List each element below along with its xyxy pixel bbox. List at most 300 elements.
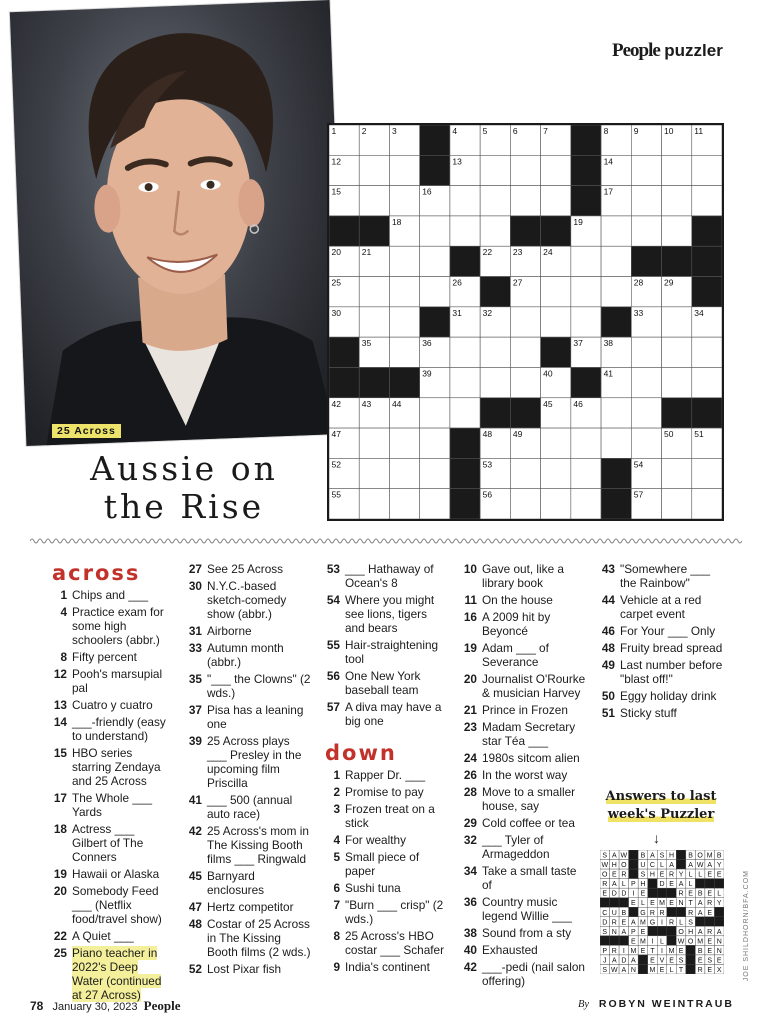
clue-text: "___ the Clowns" (2 wds.) [207, 672, 311, 700]
grid-cell[interactable] [389, 489, 419, 519]
answer-letter: C [649, 862, 655, 870]
grid-cell[interactable] [662, 458, 692, 488]
clue-text: ___-pedi (nail salon offering) [482, 960, 585, 988]
answer-letter: A [697, 900, 703, 908]
clue-text: HBO series starring Zendaya and 25 Across [72, 746, 161, 788]
grid-cell-black [692, 277, 722, 307]
answer-letter: X [716, 967, 722, 974]
answer-letter: E [640, 947, 646, 955]
clue-number: 25 [53, 946, 67, 960]
clue-number: 42 [188, 824, 202, 838]
answer-letter: N [678, 900, 684, 908]
clue-text: "Burn ___ crisp" (2 wds.) [345, 898, 444, 926]
answer-letter: D [602, 919, 608, 927]
byline-by: By [578, 999, 590, 1010]
answer-letter: O [697, 852, 703, 860]
grid-cell[interactable] [571, 277, 601, 307]
grid-cell-black [420, 155, 450, 185]
grid-number: 50 [664, 429, 674, 440]
grid-cell[interactable] [359, 428, 389, 458]
answer-letter: E [688, 890, 693, 898]
clue-number: 13 [53, 698, 67, 712]
clue-text: Promise to pay [345, 785, 424, 799]
answer-letter: E [707, 967, 713, 974]
grid-cell-black [510, 216, 540, 246]
clue-number: 48 [188, 917, 202, 931]
grid-cell-black [450, 489, 480, 519]
clue-number: 48 [601, 641, 615, 655]
grid-number: 43 [361, 398, 372, 409]
clue-text: ___-friendly (easy to understand) [72, 715, 166, 743]
grid-cell[interactable] [692, 489, 722, 519]
clue-item [462, 960, 586, 988]
grid-cell[interactable] [420, 458, 450, 488]
answer-letter: T [678, 967, 684, 974]
answer-letter: R [669, 919, 675, 927]
answer-letter: R [669, 871, 675, 879]
grid-cell[interactable] [420, 428, 450, 458]
grid-cell[interactable] [541, 155, 571, 185]
answer-letter: U [611, 909, 617, 917]
clue-item [52, 867, 172, 881]
clue-number: 35 [188, 672, 202, 686]
clue-item [462, 864, 586, 892]
answer-letter: E [640, 928, 646, 936]
answer-letter: E [669, 957, 674, 965]
grid-cell[interactable] [541, 307, 571, 337]
answer-letter: P [631, 928, 636, 936]
across-column-1 [52, 562, 172, 1005]
grid-cell[interactable] [631, 367, 661, 397]
clue-text: Adam ___ of Severance [482, 641, 549, 669]
grid-cell-black [571, 186, 601, 216]
grid-cell[interactable] [389, 246, 419, 276]
clue-text: Pisa has a leaning one [207, 703, 304, 731]
grid-number: 42 [331, 398, 341, 409]
grid-number: 56 [482, 489, 493, 500]
clue-item [187, 672, 311, 700]
answer-letter: D [621, 890, 627, 898]
answer-letter: A [697, 909, 703, 917]
answer-letter: R [611, 947, 617, 955]
answer-cell [619, 936, 629, 946]
grid-cell[interactable] [420, 398, 450, 428]
grid-cell[interactable] [359, 186, 389, 216]
answer-letter: A [650, 852, 655, 860]
grid-cell[interactable] [692, 155, 722, 185]
grid-cell[interactable] [571, 458, 601, 488]
grid-cell-black [541, 216, 571, 246]
grid-number: 25 [331, 277, 341, 288]
clue-number: 17 [53, 791, 67, 805]
answer-letter: L [640, 900, 645, 908]
clue-text: Pooh's marsupial pal [72, 667, 163, 695]
clue-item [187, 917, 311, 959]
answer-letter: A [631, 919, 636, 927]
clue-number: 1 [60, 588, 67, 602]
answer-letter: L [660, 862, 664, 870]
grid-cell[interactable] [450, 186, 480, 216]
grid-cell[interactable] [510, 367, 540, 397]
grid-cell[interactable] [692, 337, 722, 367]
clue-item [462, 833, 586, 861]
grid-cell[interactable] [480, 367, 510, 397]
answer-letter: D [621, 957, 627, 965]
grid-cell[interactable] [420, 246, 450, 276]
clue-number: 5 [333, 850, 340, 864]
grid-cell[interactable] [541, 489, 571, 519]
grid-cell[interactable] [359, 307, 389, 337]
clue-text: Sushi tuna [345, 881, 401, 895]
answer-letter: D [659, 881, 665, 889]
issue-date: January 30, 2023 [52, 1001, 138, 1013]
down-heading: down [325, 741, 397, 765]
answer-cell [648, 888, 658, 898]
grid-number: 41 [603, 368, 614, 379]
clue-item [462, 926, 586, 940]
grid-number: 53 [482, 459, 493, 470]
answer-cell [638, 955, 648, 965]
grid-cell-black [420, 307, 450, 337]
grid-cell[interactable] [541, 186, 571, 216]
clue-item [325, 593, 449, 635]
clue-text: Journalist O'Rourke & musician Harvey [482, 672, 586, 700]
clue-item [187, 641, 311, 669]
grid-cell[interactable] [389, 155, 419, 185]
grid-number: 9 [633, 126, 639, 136]
answer-letter: M [640, 919, 646, 927]
clue-text: ___ Hathaway of Ocean's 8 [345, 562, 434, 590]
grid-number: 24 [543, 247, 553, 258]
grid-number: 23 [512, 247, 523, 258]
clue-text: Sticky stuff [620, 706, 677, 720]
answer-letter: I [632, 890, 635, 898]
clue-item [187, 703, 311, 731]
answer-letter: E [678, 947, 684, 955]
grid-number: 10 [664, 126, 674, 136]
answer-letter: R [697, 967, 703, 974]
answer-cell [629, 869, 639, 879]
answer-cell [600, 936, 610, 946]
grid-cell[interactable] [389, 277, 419, 307]
grid-cell[interactable] [480, 337, 510, 367]
grid-cell[interactable] [631, 428, 661, 458]
crossword-grid-svg[interactable] [329, 125, 722, 519]
clue-item [325, 802, 449, 830]
grid-cell-black [571, 367, 601, 397]
grid-cell[interactable] [631, 337, 661, 367]
clue-text: Autumn month (abbr.) [207, 641, 284, 669]
answer-letter: L [669, 967, 674, 974]
grid-cell[interactable] [510, 186, 540, 216]
clue-item [52, 791, 172, 819]
clue-item [325, 669, 449, 697]
clue-item [52, 667, 172, 695]
grid-cell[interactable] [601, 277, 631, 307]
clue-text: Rapper Dr. ___ [345, 768, 426, 782]
clue-item [52, 929, 172, 943]
grid-cell[interactable] [571, 307, 601, 337]
clue-item [600, 624, 724, 638]
clue-number: 49 [601, 658, 615, 672]
clue-item [325, 881, 449, 895]
answer-letter: R [659, 909, 665, 917]
author-name: ROBYN WEINTRAUB [598, 998, 734, 1010]
grid-cell[interactable] [692, 458, 722, 488]
grid-cell[interactable] [420, 489, 450, 519]
clue-item [52, 698, 172, 712]
clue-item [462, 785, 586, 813]
clue-text: "Somewhere ___ the Rainbow" [620, 562, 711, 590]
clue-number: 8 [60, 650, 67, 664]
wavy-divider [30, 537, 742, 545]
clue-item [600, 593, 724, 621]
grid-cell[interactable] [359, 489, 389, 519]
answer-letter: S [688, 919, 693, 927]
grid-number: 34 [694, 307, 704, 318]
answer-letter: A [611, 957, 617, 965]
grid-cell[interactable] [359, 458, 389, 488]
grid-cell[interactable] [631, 216, 661, 246]
grid-cell[interactable] [480, 216, 510, 246]
grid-cell[interactable] [450, 216, 480, 246]
grid-number: 47 [331, 429, 341, 440]
grid-cell[interactable] [389, 428, 419, 458]
answer-cell [667, 907, 677, 917]
grid-cell[interactable] [450, 337, 480, 367]
grid-cell[interactable] [510, 337, 540, 367]
grid-cell-black [601, 307, 631, 337]
grid-cell-black [420, 125, 450, 155]
grid-number: 19 [573, 216, 583, 227]
clue-item [52, 715, 172, 743]
answer-letter: A [697, 928, 703, 936]
clue-item [462, 593, 586, 607]
grid-number: 27 [512, 277, 523, 288]
answer-letter: L [621, 881, 626, 889]
answer-letter: O [621, 862, 627, 870]
answer-letter: E [707, 909, 713, 917]
answer-letter: W [611, 967, 618, 974]
grid-cell[interactable] [420, 216, 450, 246]
answer-letter: E [659, 967, 665, 974]
answers-grid [600, 850, 724, 974]
byline [578, 998, 734, 1010]
answer-cell [695, 879, 705, 889]
grid-number: 21 [361, 247, 372, 258]
grid-number: 45 [543, 398, 553, 409]
clue-number: 7 [333, 898, 340, 912]
answer-cell [657, 926, 667, 936]
grid-cell[interactable] [510, 155, 540, 185]
answer-letter: B [716, 852, 722, 860]
grid-cell[interactable] [420, 277, 450, 307]
grid-cell[interactable] [359, 155, 389, 185]
clue-text: ___ 500 (annual auto race) [207, 793, 293, 821]
across-heading: across [52, 561, 141, 585]
clue-text: Practice exam for some high schoolers (abbr.) [72, 605, 164, 647]
answer-letter: J [603, 957, 607, 965]
answer-letter: E [697, 957, 703, 965]
answer-letter: R [621, 871, 627, 879]
grid-number: 11 [694, 126, 704, 136]
clue-text: In the worst way [482, 768, 568, 782]
clue-item [462, 641, 586, 669]
answer-letter: U [640, 862, 646, 870]
answer-letter: A [611, 881, 617, 889]
clue-number: 24 [463, 751, 477, 765]
answer-letter: S [707, 957, 713, 965]
grid-number: 52 [331, 459, 341, 470]
across-column-2 [187, 562, 311, 979]
section-label: puzzler [664, 41, 723, 60]
answer-letter: N [716, 947, 722, 955]
grid-cell[interactable] [541, 277, 571, 307]
grid-cell-black [450, 246, 480, 276]
grid-cell[interactable] [389, 337, 419, 367]
clue-item [325, 562, 449, 590]
answer-letter: M [649, 967, 656, 974]
grid-cell[interactable] [480, 186, 510, 216]
clue-item [462, 703, 586, 717]
grid-cell[interactable] [359, 277, 389, 307]
footer-magazine: People [143, 998, 181, 1013]
grid-cell[interactable] [571, 246, 601, 276]
grid-cell[interactable] [662, 155, 692, 185]
grid-cell[interactable] [571, 428, 601, 458]
clue-number: 20 [53, 884, 67, 898]
answer-letter: E [669, 881, 674, 889]
clue-item [325, 929, 449, 957]
answer-letter: I [661, 919, 663, 927]
clue-number: 55 [326, 638, 340, 652]
answer-letter: H [611, 862, 617, 870]
clue-number: 16 [463, 610, 477, 624]
answer-letter: O [678, 928, 684, 936]
clue-item [600, 689, 724, 703]
grid-number: 4 [452, 126, 458, 136]
clue-text: For wealthy [345, 833, 406, 847]
clue-text: 25 Across plays ___ Presley in the upcoming film Priscilla [207, 734, 302, 790]
answer-letter: C [602, 909, 608, 917]
grid-cell[interactable] [662, 489, 692, 519]
clue-text: Fifty percent [72, 650, 137, 664]
grid-cell[interactable] [662, 307, 692, 337]
answer-letter: E [640, 890, 646, 898]
answer-letter: O [687, 938, 694, 946]
clue-text: Eggy holiday drink [620, 689, 717, 703]
grid-number: 37 [573, 338, 583, 349]
grid-cell[interactable] [692, 367, 722, 397]
grid-cell[interactable] [662, 367, 692, 397]
grid-cell[interactable] [450, 367, 480, 397]
grid-cell-black [359, 367, 389, 397]
grid-number: 55 [331, 489, 341, 500]
grid-number: 1 [331, 126, 337, 136]
crossword-grid[interactable] [327, 123, 724, 521]
grid-number: 44 [391, 398, 402, 409]
clue-item [187, 624, 311, 638]
grid-cell[interactable] [510, 489, 540, 519]
page-title [56, 450, 312, 526]
clue-number: 41 [188, 793, 202, 807]
grid-cell[interactable] [601, 398, 631, 428]
clue-item [52, 822, 172, 864]
answer-letter: E [631, 900, 636, 908]
grid-cell-black [662, 246, 692, 276]
grid-cell[interactable] [601, 246, 631, 276]
grid-cell[interactable] [662, 186, 692, 216]
answer-letter: L [698, 871, 703, 879]
clue-number: 51 [601, 706, 615, 720]
grid-cell[interactable] [541, 428, 571, 458]
answer-cell [600, 898, 610, 908]
grid-number: 20 [331, 247, 341, 258]
clue-item [462, 720, 586, 748]
grid-cell[interactable] [601, 216, 631, 246]
grid-number: 16 [422, 186, 432, 197]
clue-text: Fruity bread spread [620, 641, 723, 655]
clue-number: 27 [188, 562, 202, 576]
answer-cell [714, 907, 724, 917]
clue-item [325, 768, 449, 782]
clue-item [325, 850, 449, 878]
clue-item [600, 658, 724, 686]
grid-cell[interactable] [389, 458, 419, 488]
grid-cell[interactable] [389, 186, 419, 216]
clue-number: 28 [463, 785, 477, 799]
grid-cell[interactable] [631, 398, 661, 428]
grid-cell[interactable] [692, 186, 722, 216]
grid-cell[interactable] [662, 337, 692, 367]
clue-item [52, 605, 172, 647]
answer-cell [686, 964, 696, 974]
clue-number: 44 [601, 593, 615, 607]
grid-cell-black [329, 216, 359, 246]
answer-letter: B [640, 852, 646, 860]
grid-cell[interactable] [571, 489, 601, 519]
grid-cell[interactable] [510, 307, 540, 337]
answer-cell [676, 850, 686, 860]
clue-text: One New York baseball team [345, 669, 421, 697]
grid-cell[interactable] [662, 216, 692, 246]
grid-cell[interactable] [601, 428, 631, 458]
grid-cell[interactable] [631, 155, 661, 185]
clue-text: Airborne [207, 624, 252, 638]
grid-cell[interactable] [389, 307, 419, 337]
grid-cell[interactable] [631, 186, 661, 216]
clue-number: 21 [463, 703, 477, 717]
clue-number: 4 [60, 605, 67, 619]
answer-cell [648, 879, 658, 889]
answer-letter: T [650, 947, 655, 955]
grid-cell[interactable] [450, 398, 480, 428]
answer-cell [695, 917, 705, 927]
grid-cell-black [601, 458, 631, 488]
grid-cell[interactable] [510, 458, 540, 488]
grid-cell[interactable] [480, 155, 510, 185]
answer-letter: E [650, 957, 655, 965]
clue-number: 43 [601, 562, 615, 576]
clue-text: Chips and ___ [72, 588, 149, 602]
answer-letter: A [621, 928, 627, 936]
footer-left [30, 998, 181, 1014]
grid-cell[interactable] [541, 458, 571, 488]
clue-number: 40 [463, 943, 477, 957]
answer-letter: S [602, 967, 608, 974]
grid-number: 31 [452, 307, 462, 318]
answer-letter: W [620, 852, 628, 860]
